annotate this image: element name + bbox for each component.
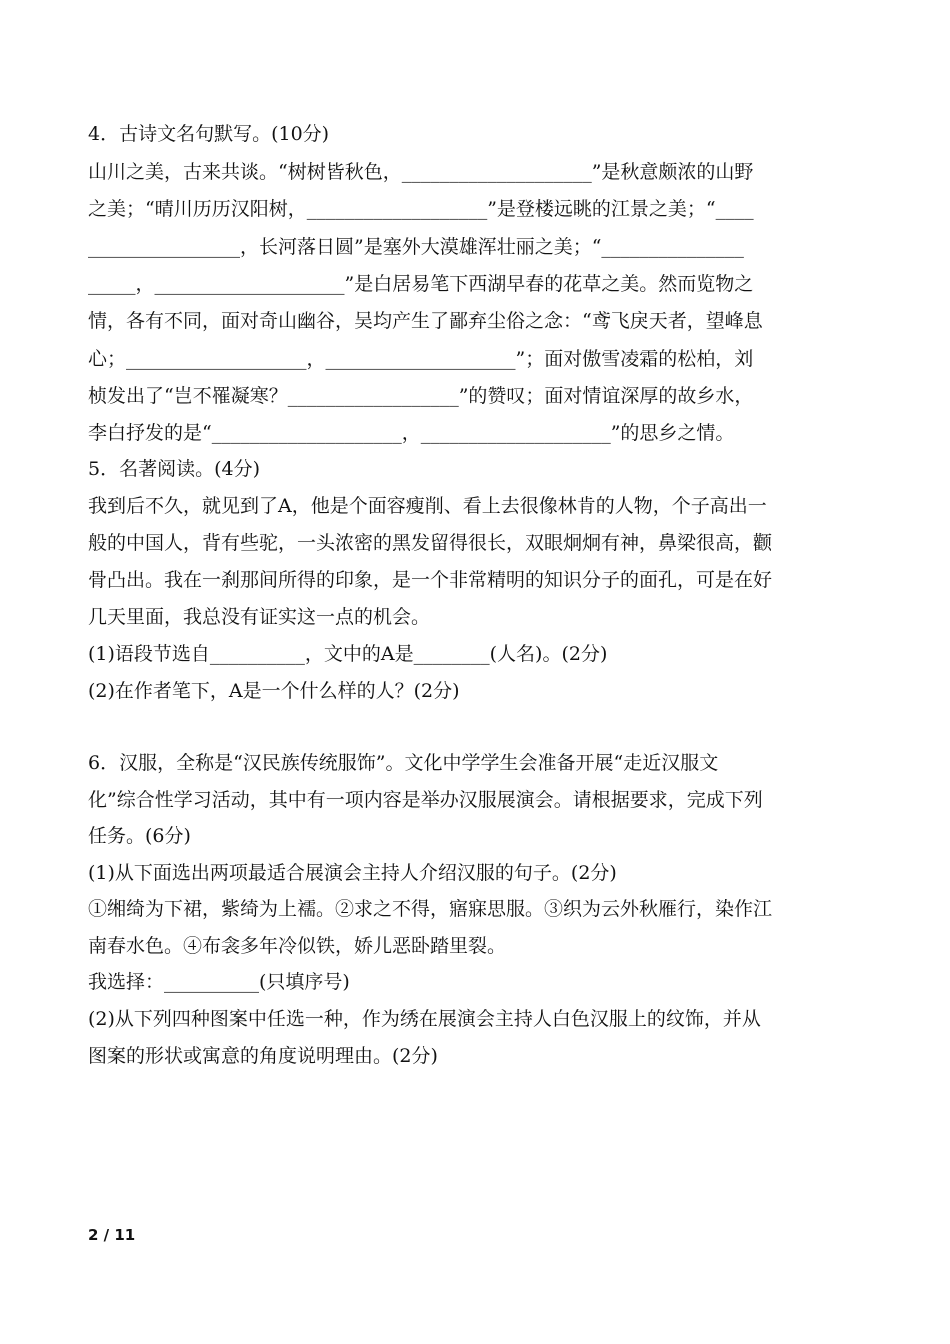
- q4-line: _____，____________________”是白居易笔下西湖早春的花草之美。然而览物之: [88, 273, 754, 295]
- q5-sub1: (1)语段节选自__________，文中的A是________(人名)。(2分): [88, 643, 608, 665]
- q6-sub2-line: 图案的形状或寓意的角度说明理由。(2分): [88, 1045, 438, 1067]
- q6-option-line: ①缃绮为下裙，紫绮为上襦。②求之不得，寤寐思服。③织为云外秋雁行，染作江: [88, 898, 773, 920]
- q6-sub2-line: (2)从下列四种图案中任选一种，作为绣在展演会主持人白色汉服上的纹饰，并从: [88, 1008, 761, 1030]
- q6-sub1: (1)从下面选出两项最适合展演会主持人介绍汉服的句子。(2分): [88, 862, 617, 884]
- q6-choose: 我选择：__________(只填序号): [88, 971, 350, 993]
- q4-title: 4．古诗文名句默写。(10分): [88, 123, 330, 145]
- page-number: 2 / 11: [88, 1226, 136, 1244]
- q4-line: 情，各有不同，面对奇山幽谷，吴均产生了鄙弃尘俗之念：“鸢飞戾天者，望峰息: [88, 310, 763, 332]
- q4-line: 心；___________________，____________________”；面对傲雪凌霜的松柏，刘: [88, 348, 754, 370]
- q6-intro-line: 6．汉服，全称是“汉民族传统服饰”。文化中学学生会准备开展“走近汉服文: [88, 752, 719, 774]
- q4-line: 李白抒发的是“____________________，____________________”的思乡之情。: [88, 422, 735, 444]
- q4-line: 山川之美，古来共谈。“树树皆秋色，____________________”是秋意颇浓的山野: [88, 161, 754, 183]
- q5-passage-line: 我到后不久，就见到了A，他是个面容瘦削、看上去很像林肯的人物，个子高出一: [88, 495, 767, 517]
- q4-line: 桢发出了“岂不罹凝寒？__________________”的赞叹；面对情谊深厚的故乡水，: [88, 385, 754, 407]
- q5-title: 5．名著阅读。(4分): [88, 458, 261, 480]
- q4-line: ________________，长河落日圆”是塞外大漠雄浑壮丽之美；“_______________: [88, 236, 744, 258]
- q6-intro-line: 任务。(6分): [88, 825, 191, 847]
- q5-sub2: (2)在作者笔下，A是一个什么样的人？(2分): [88, 680, 460, 702]
- q5-passage-line: 骨凸出。我在一刹那间所得的印象，是一个非常精明的知识分子的面孔，可是在好: [88, 569, 773, 591]
- q6-intro-line: 化”综合性学习活动，其中有一项内容是举办汉服展演会。请根据要求，完成下列: [88, 789, 763, 811]
- q5-passage-line: 几天里面，我总没有证实这一点的机会。: [88, 606, 431, 628]
- q4-line: 之美；“晴川历历汉阳树，___________________”是登楼远眺的江景之美；“____: [88, 198, 754, 220]
- q6-option-line: 南春水色。④布衾多年冷似铁，娇儿恶卧踏里裂。: [88, 935, 507, 957]
- q5-passage-line: 般的中国人，背有些驼，一头浓密的黑发留得很长，双眼炯炯有神，鼻梁很高，颧: [88, 532, 773, 554]
